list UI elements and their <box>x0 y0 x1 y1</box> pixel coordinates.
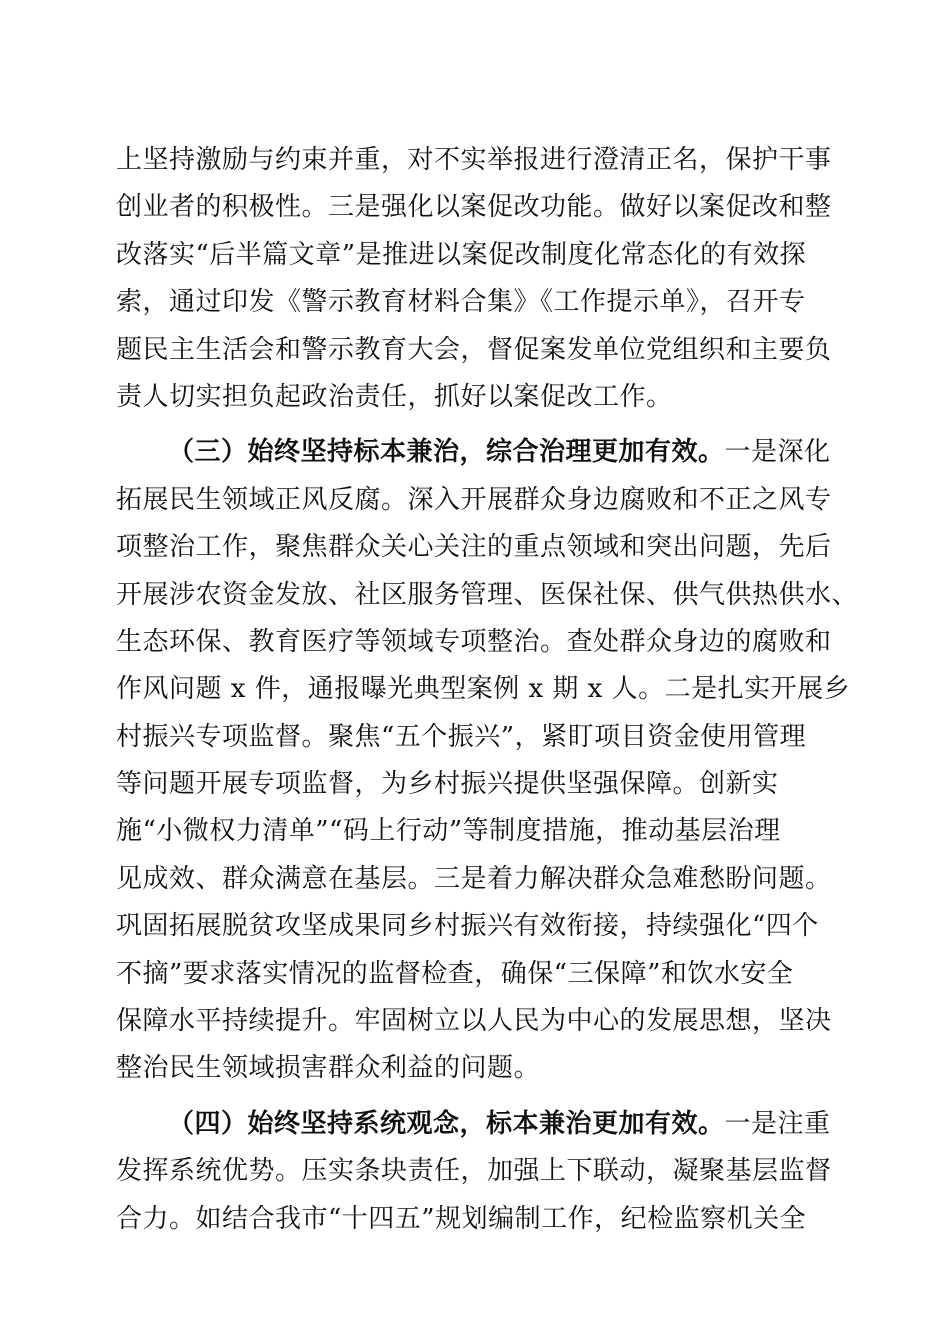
text-line <box>116 666 851 713</box>
text-line <box>116 374 836 421</box>
text-line <box>116 808 836 855</box>
text-segment: 合力。如结合我市“十四五”规划编制工作，纪检监察机关全 <box>116 1203 807 1234</box>
text-line <box>116 951 836 998</box>
text-segment: 保障水平持续提升。牢固树立以人民为中心的发展思想，坚决 <box>116 1006 832 1037</box>
text-segment: 作风问题 x 件，通报曝光典型案例 x 期 x 人。二是扎实开展乡 <box>116 674 851 705</box>
text-segment: 上坚持激励与约束并重，对不实举报进行澄清正名，保护干事 <box>116 145 832 175</box>
text-line <box>116 619 836 666</box>
text-segment: 题民主生活会和警示教育大会，督促案发单位党组织和主要负 <box>116 334 832 365</box>
text-line <box>116 184 836 231</box>
paragraph-gap <box>116 421 836 429</box>
document-body <box>116 137 859 1243</box>
text-segment: 见成效、群众满意在基层。三是着力解决群众急难愁盼问题。 <box>116 863 832 894</box>
text-line <box>116 327 836 374</box>
text-segment: 开展涉农资金发放、社区服务管理、医保社保、供气供热供水、 <box>116 579 859 610</box>
text-line <box>116 761 836 808</box>
text-segment: 整治民生领域损害群众利益的问题。 <box>116 1053 541 1084</box>
text-line <box>116 429 836 476</box>
text-line <box>116 1196 836 1243</box>
text-line <box>116 524 836 571</box>
paragraph-p2 <box>116 429 859 1092</box>
text-segment: 发挥系统优势。压实条块责任，加强上下联动，凝聚基层监督 <box>116 1156 832 1187</box>
text-line <box>116 998 836 1045</box>
text-segment: 施“小微权力清单”“码上行动”等制度措施，推动基层治理 <box>116 816 781 847</box>
text-segment: 等问题开展专项监督，为乡村振兴提供坚强保障。创新实 <box>116 769 779 800</box>
text-line <box>116 572 859 619</box>
text-segment: 不摘”要求落实情况的监督检查，确保“三保障”和饮水安全 <box>116 958 794 989</box>
text-segment: 创业者的积极性。三是强化以案促改功能。做好以案促改和整 <box>116 192 832 223</box>
text-line <box>116 477 836 524</box>
paragraph-p3 <box>116 1101 836 1243</box>
text-segment: 村振兴专项监督。聚焦“五个振兴”，紧盯项目资金使用管理 <box>116 721 807 752</box>
text-segment: 巩固拓展脱贫攻坚成果同乡村振兴有效衔接，持续强化“四个 <box>116 911 819 942</box>
section-heading: （四）始终坚持系统观念，标本兼治更加有效。 <box>168 1108 725 1139</box>
text-segment: 索，通过印发《警示教育材料合集》《工作提示单》，召开专 <box>116 287 806 318</box>
text-segment: 一是深化 <box>724 437 831 468</box>
text-segment: 生态环保、教育医疗等领域专项整治。查处群众身边的腐败和 <box>116 626 832 657</box>
text-segment: 改落实“后半篇文章”是推进以案促改制度化常态化的有效探 <box>116 239 807 270</box>
text-line <box>116 137 836 184</box>
text-line <box>116 714 836 761</box>
text-segment: 拓展民生领域正风反腐。深入开展群众身边腐败和不正之风专 <box>116 484 832 515</box>
text-segment: 项整治工作，聚焦群众关心关注的重点领域和突出问题，先后 <box>116 532 832 563</box>
section-heading: （三）始终坚持标本兼治，综合治理更加有效。 <box>168 437 725 468</box>
text-line <box>116 279 836 326</box>
text-line <box>116 1148 836 1195</box>
text-line <box>116 856 836 903</box>
text-segment: 责人切实担负起政治责任，抓好以案促改工作。 <box>116 381 673 412</box>
text-line <box>116 232 836 279</box>
text-line <box>116 1045 836 1092</box>
text-line <box>116 1101 836 1148</box>
paragraph-gap <box>116 1093 836 1101</box>
paragraph-p1 <box>116 137 836 421</box>
text-segment: 一是注重 <box>724 1108 831 1139</box>
text-line <box>116 903 836 950</box>
